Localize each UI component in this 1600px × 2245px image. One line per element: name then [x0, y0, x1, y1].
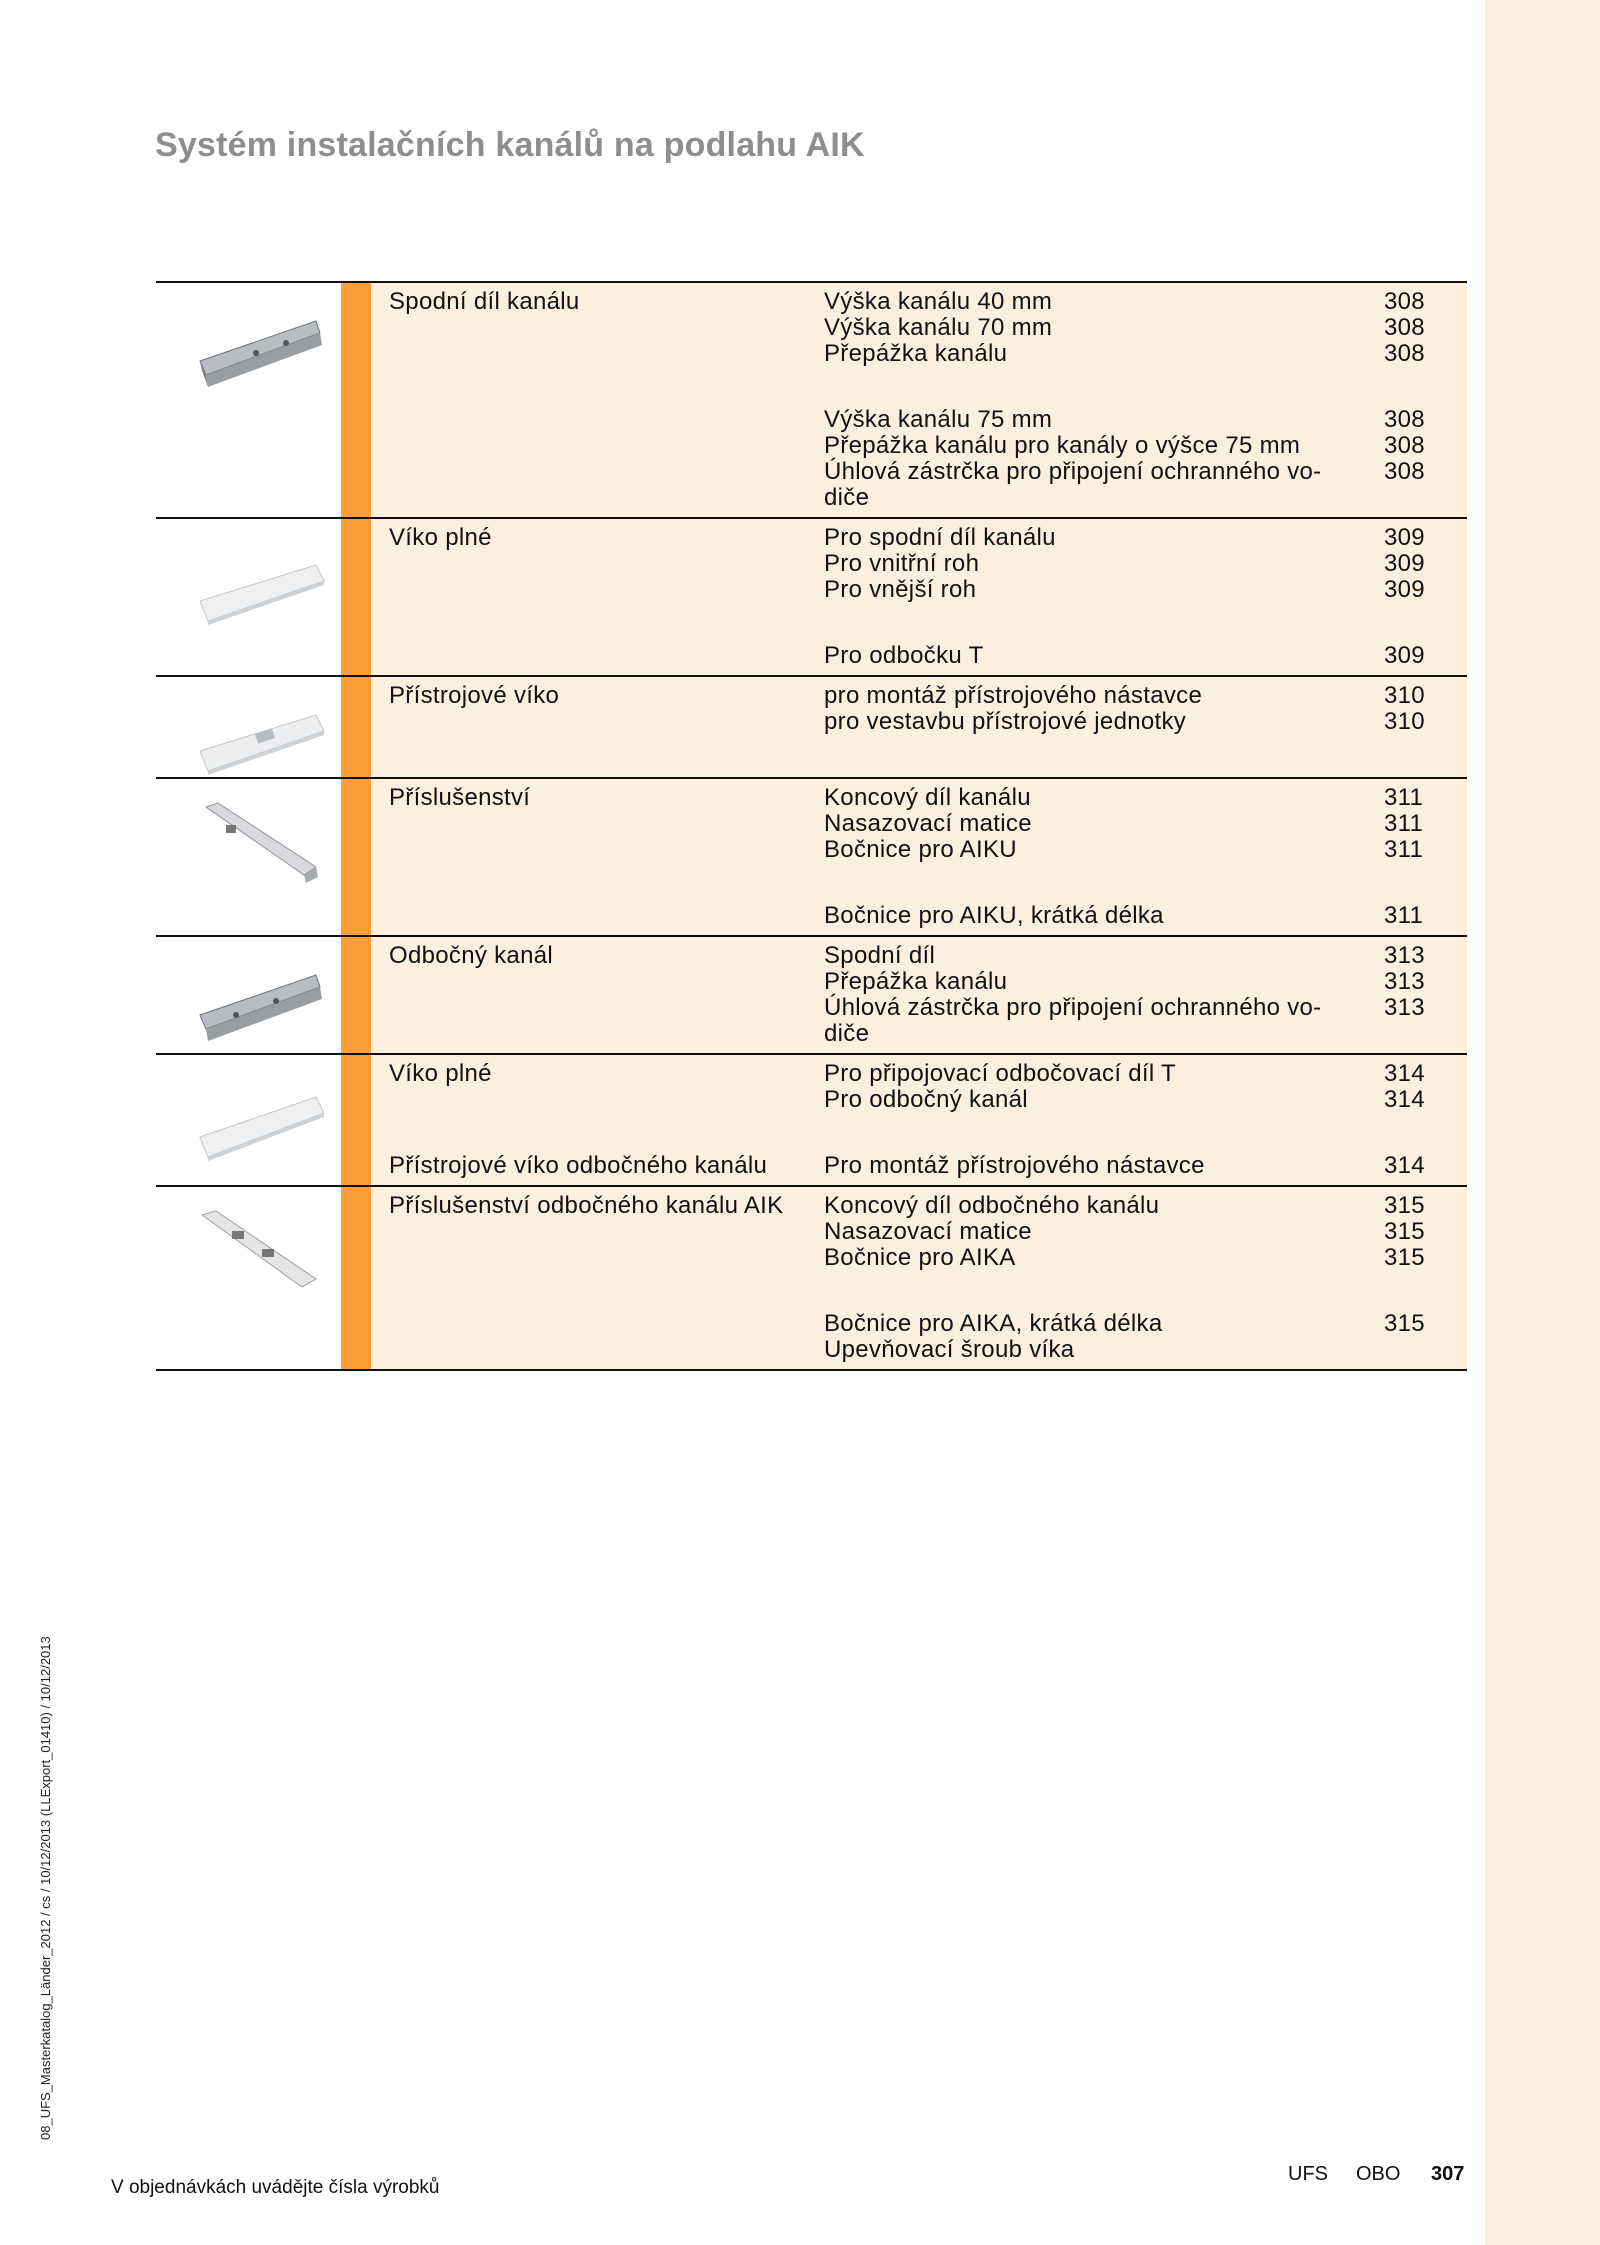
catalog-row: [371, 1021, 1467, 1047]
section-content: [371, 779, 1467, 935]
catalog-row: [371, 341, 1467, 367]
product-name: [371, 969, 824, 995]
section-bottom-padding: [371, 1047, 1467, 1051]
page-reference[interactable]: 308: [1384, 340, 1425, 367]
section-content: [371, 1187, 1467, 1369]
catalog-row: [371, 485, 1467, 511]
product-description: Pro odbočný kanál: [824, 1086, 1028, 1113]
section-content: [371, 677, 1467, 777]
group-spacer: [371, 863, 1467, 903]
catalog-row: [371, 1337, 1467, 1363]
page-reference[interactable]: 310: [1384, 708, 1425, 735]
product-name: [371, 837, 824, 863]
product-name: [371, 551, 824, 577]
page-reference[interactable]: 313: [1384, 942, 1425, 969]
page-reference[interactable]: 309: [1384, 576, 1425, 603]
catalog-row: [371, 1153, 1467, 1179]
product-thumbnail: [156, 779, 341, 935]
catalog-row: [371, 683, 1467, 709]
catalog-section: [156, 935, 1467, 1053]
catalog-row: [371, 1061, 1467, 1087]
page-reference[interactable]: 309: [1384, 524, 1425, 551]
catalog-row: [371, 785, 1467, 811]
product-description: Přepážka kanálu pro kanály o výšce 75 mm: [824, 432, 1301, 459]
product-thumbnail: [156, 1055, 341, 1185]
accent-bar: [341, 283, 371, 517]
section-bottom-padding: [371, 1363, 1467, 1367]
section-content: [371, 1055, 1467, 1185]
page-reference[interactable]: 311: [1384, 784, 1424, 811]
section-bottom-padding: [371, 511, 1467, 515]
catalog-row: [371, 709, 1467, 735]
product-description: diče: [824, 1020, 870, 1047]
page-reference[interactable]: 308: [1384, 406, 1425, 433]
section-bottom-padding: [371, 1179, 1467, 1183]
accessories-product-image: [196, 797, 326, 893]
product-thumbnail: [156, 677, 341, 777]
group-spacer: [371, 1113, 1467, 1153]
product-name: Víko plné: [389, 1060, 492, 1087]
catalog-row: [371, 969, 1467, 995]
catalog-row: [371, 995, 1467, 1021]
product-name: Přístrojové víko: [389, 682, 560, 709]
group-spacer: [371, 1271, 1467, 1311]
catalog-row: [371, 1311, 1467, 1337]
catalog-row: [371, 1219, 1467, 1245]
catalog-row: [371, 407, 1467, 433]
product-description: Koncový díl odbočného kanálu: [824, 1192, 1160, 1219]
catalog-row: [371, 643, 1467, 669]
product-description: diče: [824, 484, 870, 511]
section-content: [371, 283, 1467, 517]
section-content: [371, 519, 1467, 675]
product-name: [371, 1087, 824, 1113]
page-reference[interactable]: 308: [1384, 288, 1425, 315]
print-metadata: 08_UFS_Masterkatalog_Länder_2012 / cs / 10/12/2013 (LLExport_01410) / 10/12/2013: [38, 1636, 53, 2140]
product-name: [371, 433, 824, 459]
accent-bar: [341, 519, 371, 675]
product-description: pro vestavbu přístrojové jednotky: [824, 708, 1187, 735]
section-bottom-padding: [371, 669, 1467, 673]
catalog-row: [371, 1193, 1467, 1219]
branch-channel-product-image: [196, 955, 326, 1051]
footer-section-code: UFS: [1288, 2163, 1328, 2185]
catalog-row: [371, 315, 1467, 341]
product-description: Bočnice pro AIKU: [824, 836, 1017, 863]
section-bottom-padding: [371, 929, 1467, 933]
page-reference[interactable]: 309: [1384, 550, 1425, 577]
product-thumbnail: [156, 283, 341, 517]
product-description: Nasazovací matice: [824, 1218, 1032, 1245]
page-reference[interactable]: 311: [1384, 836, 1424, 863]
catalog-section: [156, 1185, 1467, 1371]
page-number: 307: [1431, 2163, 1465, 2185]
accent-bar: [341, 779, 371, 935]
group-spacer: [371, 367, 1467, 407]
product-description: Úhlová zástrčka pro připojení ochranného vo-: [824, 994, 1322, 1021]
product-name: Přístrojové víko odbočného kanálu: [389, 1152, 768, 1179]
product-description: Pro spodní díl kanálu: [824, 524, 1056, 551]
product-thumbnail: [156, 519, 341, 675]
catalog-row: [371, 433, 1467, 459]
page-reference[interactable]: 314: [1384, 1152, 1425, 1179]
accent-bar: [341, 1055, 371, 1185]
product-name: [371, 811, 824, 837]
product-name: [371, 903, 824, 929]
product-description: Výška kanálu 75 mm: [824, 406, 1053, 433]
product-description: Úhlová zástrčka pro připojení ochranného vo-: [824, 458, 1322, 485]
product-name: [371, 995, 824, 1021]
product-thumbnail: [156, 1187, 341, 1369]
product-name: [371, 341, 824, 367]
product-name: Příslušenství: [389, 784, 531, 811]
product-name: [371, 709, 824, 735]
branch-cover-product-image: [196, 1073, 326, 1169]
product-description: Koncový díl kanálu: [824, 784, 1031, 811]
solid-cover-product-image: [196, 537, 326, 633]
catalog-row: [371, 551, 1467, 577]
page-reference[interactable]: 308: [1384, 458, 1425, 485]
product-name: Spodní díl kanálu: [389, 288, 580, 315]
product-description: Spodní díl: [824, 942, 936, 969]
page-reference[interactable]: 315: [1384, 1218, 1425, 1245]
catalog-row: [371, 289, 1467, 315]
product-name: [371, 1337, 824, 1363]
product-description: Pro montáž přístrojového nástavce: [824, 1152, 1205, 1179]
product-description: Pro vnější roh: [824, 576, 977, 603]
catalog-section: [156, 281, 1467, 517]
product-name: [371, 1311, 824, 1337]
section-bottom-padding: [371, 735, 1467, 775]
channel-base-product-image: [196, 301, 326, 397]
product-description: Výška kanálu 70 mm: [824, 314, 1053, 341]
product-description: Pro připojovací odbočovací díl T: [824, 1060, 1177, 1087]
page-reference[interactable]: 309: [1384, 642, 1425, 669]
page-reference[interactable]: 315: [1384, 1244, 1425, 1271]
right-margin-strip: [1485, 0, 1600, 2245]
product-name: Víko plné: [389, 524, 492, 551]
product-name: [371, 1021, 824, 1047]
product-name: [371, 485, 824, 511]
product-description: Přepážka kanálu: [824, 340, 1008, 367]
section-content: [371, 937, 1467, 1053]
page-reference[interactable]: 310: [1384, 682, 1425, 709]
catalog-row: [371, 525, 1467, 551]
catalog-section: [156, 517, 1467, 675]
branch-accessories-product-image: [196, 1205, 326, 1301]
catalog-row: [371, 577, 1467, 603]
page-reference[interactable]: 313: [1384, 968, 1425, 995]
page-reference[interactable]: 308: [1384, 432, 1425, 459]
product-description: Pro odbočku T: [824, 642, 984, 669]
catalog-row: [371, 459, 1467, 485]
product-name: [371, 577, 824, 603]
catalog-row: [371, 1245, 1467, 1271]
footer-brand-name: OBO: [1356, 2163, 1401, 2185]
product-name: Příslušenství odbočného kanálu AIK: [389, 1192, 784, 1219]
product-name: [371, 407, 824, 433]
page-reference[interactable]: 311: [1384, 810, 1424, 837]
page-reference[interactable]: 314: [1384, 1060, 1425, 1087]
product-name: [371, 643, 824, 669]
product-description: Bočnice pro AIKA: [824, 1244, 1016, 1271]
catalog-row: [371, 1087, 1467, 1113]
page-reference[interactable]: 311: [1384, 902, 1424, 929]
page-reference[interactable]: 314: [1384, 1086, 1425, 1113]
product-description: Nasazovací matice: [824, 810, 1032, 837]
accent-bar: [341, 937, 371, 1053]
catalog-section: [156, 777, 1467, 935]
product-name: [371, 459, 824, 485]
product-thumbnail: [156, 937, 341, 1053]
catalog-row: [371, 811, 1467, 837]
footer-order-note: V objednávkách uvádějte čísla výrobků: [111, 2177, 440, 2198]
product-description: Bočnice pro AIKA, krátká délka: [824, 1310, 1163, 1337]
catalog-row: [371, 943, 1467, 969]
product-description: Výška kanálu 40 mm: [824, 288, 1053, 315]
product-description: Bočnice pro AIKU, krátká délka: [824, 902, 1164, 929]
page-reference[interactable]: [1384, 485, 1444, 511]
product-description: Přepážka kanálu: [824, 968, 1008, 995]
page-reference[interactable]: 315: [1384, 1192, 1425, 1219]
page-reference[interactable]: 313: [1384, 994, 1425, 1021]
group-spacer: [371, 603, 1467, 643]
accent-bar: [341, 1187, 371, 1369]
page-title: Systém instalačních kanálů na podlahu AIK: [155, 126, 865, 164]
product-name: Odbočný kanál: [389, 942, 554, 969]
page-reference[interactable]: 315: [1384, 1310, 1425, 1337]
accent-bar: [341, 677, 371, 777]
catalog-section: [156, 675, 1467, 777]
page-reference[interactable]: [1384, 1337, 1444, 1363]
catalog-section: [156, 1053, 1467, 1185]
page-reference[interactable]: 308: [1384, 314, 1425, 341]
product-description: Upevňovací šroub víka: [824, 1336, 1075, 1363]
product-description: pro montáž přístrojového nástavce: [824, 682, 1203, 709]
catalog-row: [371, 837, 1467, 863]
product-name: [371, 1245, 824, 1271]
product-name: [371, 315, 824, 341]
product-name: [371, 1219, 824, 1245]
product-description: Pro vnitřní roh: [824, 550, 980, 577]
catalog-table: [156, 281, 1467, 1371]
page-reference[interactable]: [1384, 1021, 1444, 1047]
catalog-row: [371, 903, 1467, 929]
